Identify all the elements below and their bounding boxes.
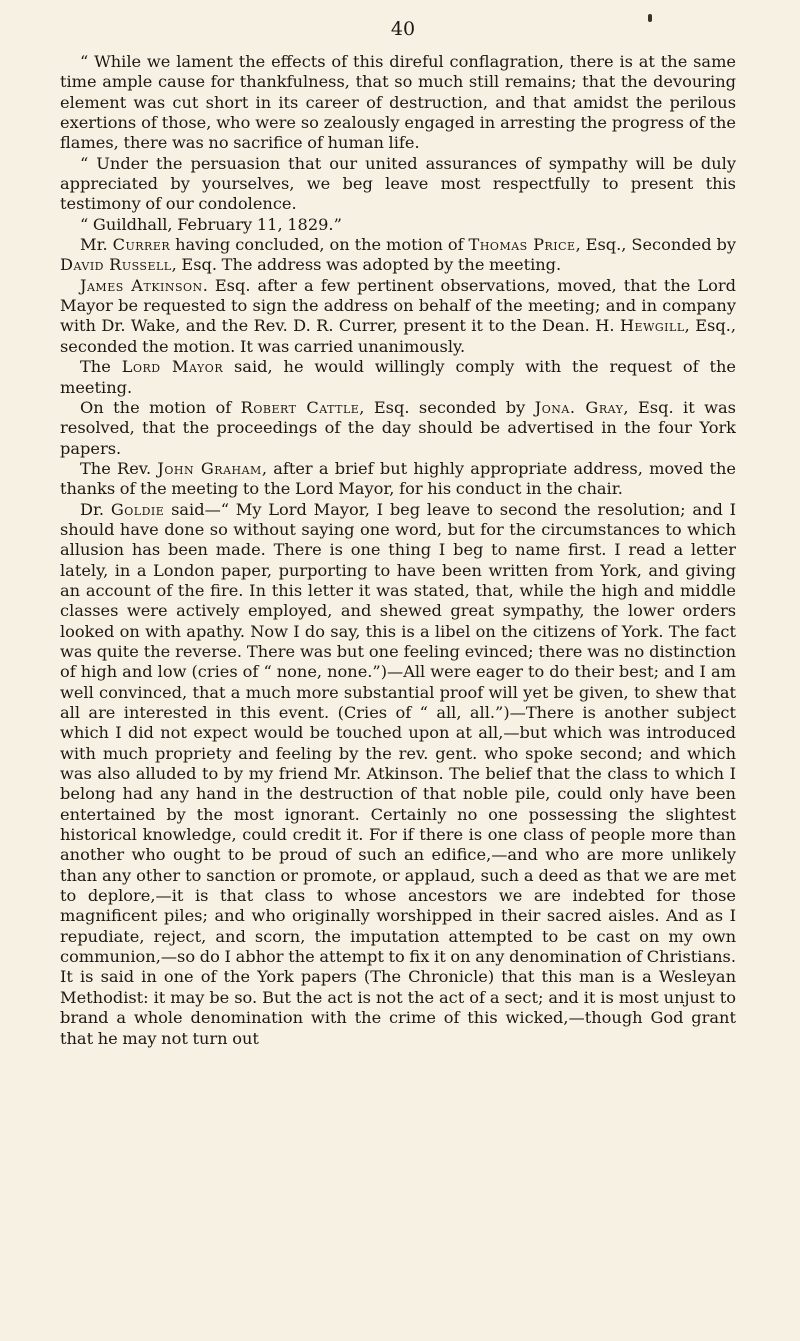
text-run: Mr.	[80, 235, 113, 255]
text-run: The	[80, 357, 122, 377]
person-name: Robert Cattle	[240, 397, 360, 417]
text-run: Dr.	[80, 499, 111, 519]
person-name: David Russell	[60, 255, 172, 275]
text-run: , Esq. The address was adopted by the meeting.	[171, 255, 562, 275]
paragraph-9-speech	[60, 500, 736, 1049]
text-run: having concluded, on the motion of	[170, 235, 469, 255]
text-run: , Esq. seconded by	[359, 397, 535, 417]
paragraph-7	[60, 398, 736, 459]
text-run: said—“ My Lord Mayor, I beg leave to second the resolution; and I should have done so without saying one word, but for the circumstances to which allusion has been made. There is one thing I beg to name first. I read a letter lately, in a London paper, purporting to have been written from York, and giving an account of the fire. In this letter it was stated, that, while the high and middle classes were actively employed, and shewed great sympathy, the lower orders looked on with apathy. Now I do say, this is a libel on the citizens of York. The fact was quite the reverse. There was but one feeling evinced; there was no distinction of high and low (cries of “ none, none.”)—All were eager to do their best; and I am well convinced, that a much more substantial proof will yet be given, to shew that all are interested in this event. (Cries of “ all, all.”)—There is another subject which I did not expect would be touched upon at all,—but which was introduced with much propriety and feeling by the rev. gent. who spoke second; and which was also alluded to by my friend Mr. Atkinson. The belief that the class to which I belong had any hand in the destruction of that noble pile, could only have been entertained by the most ignorant. Certainly no one possessing the slightest historical knowledge, could credit it. For if there is one class of people more than another who ought to be proud of such an edifice,—and who are more unlikely than any other to sanction or promote, or applaud, such a deed as that we are met to deplore,—it is that class to whose ancestors we are indebted for those magnificent piles; and who originally worshipped in their sacred aisles. And as I repudiate, reject, and scorn, the imputation attempted to be cast on my own communion,—so do I abhor the attempt to fix it on any denomination of Christians. It is said in one of the York papers (The Chronicle) that this man is a Wesleyan Methodist: it may be so. But the act is not the act of a sect; and it is most unjust to brand a whole denomination with the crime of this wicked,—though God grant that he may not turn out	[60, 499, 736, 1048]
person-name: John Graham	[157, 458, 262, 478]
text-run: , Esq., Seconded by	[575, 235, 737, 255]
person-name: James Atkinson	[80, 275, 203, 295]
paragraph-4	[60, 235, 736, 276]
text-run: , Esq., seconded the motion. It was carried unanimously.	[60, 316, 736, 356]
text-run: The Rev.	[80, 458, 158, 478]
person-name: Currer	[112, 235, 171, 255]
person-name: Goldie	[110, 499, 165, 519]
person-name: Lord Mayor	[121, 357, 224, 377]
page-number: 40	[390, 18, 416, 40]
paragraph-6	[60, 357, 736, 398]
paragraph-3-dateline: “ Guildhall, February 11, 1829.”	[80, 214, 342, 234]
text-run: , Esq. it was resolved, that the proceedings of the day should be advertised in the four York papers.	[60, 397, 736, 458]
person-name: Thomas Price	[468, 235, 576, 255]
text-run: said, he would willingly comply with the request of the meeting.	[60, 357, 736, 397]
ink-mark	[648, 14, 652, 22]
paragraph-5	[60, 276, 736, 357]
person-name: Jona. Gray	[534, 397, 624, 417]
text-run: , after a brief but highly appropriate address, moved the thanks of the meeting to the Lord Mayor, for his conduct in the chair.	[60, 458, 737, 499]
text-run: On the motion of	[80, 397, 241, 417]
person-name: Hewgill	[619, 316, 685, 336]
paragraph-2: “ Under the persuasion that our united assurances of sympathy will be duly appreciated by yourselves, we beg leave most respectfully to present this testimony of our condolence.	[60, 153, 736, 214]
text-run: . Esq. after a few pertinent observations, moved, that the Lord Mayor be requested to sign the address on behalf of the meeting; and in company with Dr. Wake, and the Rev. D. R. Currer, present it to the Dean. H.	[60, 275, 736, 336]
paragraph-8	[60, 459, 736, 500]
paragraph-1: “ While we lament the effects of this direful conflagration, there is at the same time ample cause for thankfulness, that so much still remains; that the devouring element was cut short in its career of destruction, and that amidst the perilous exertions of those, who were so zealously engaged in arresting the progress of the flames, there was no sacrifice of human life.	[60, 52, 736, 153]
